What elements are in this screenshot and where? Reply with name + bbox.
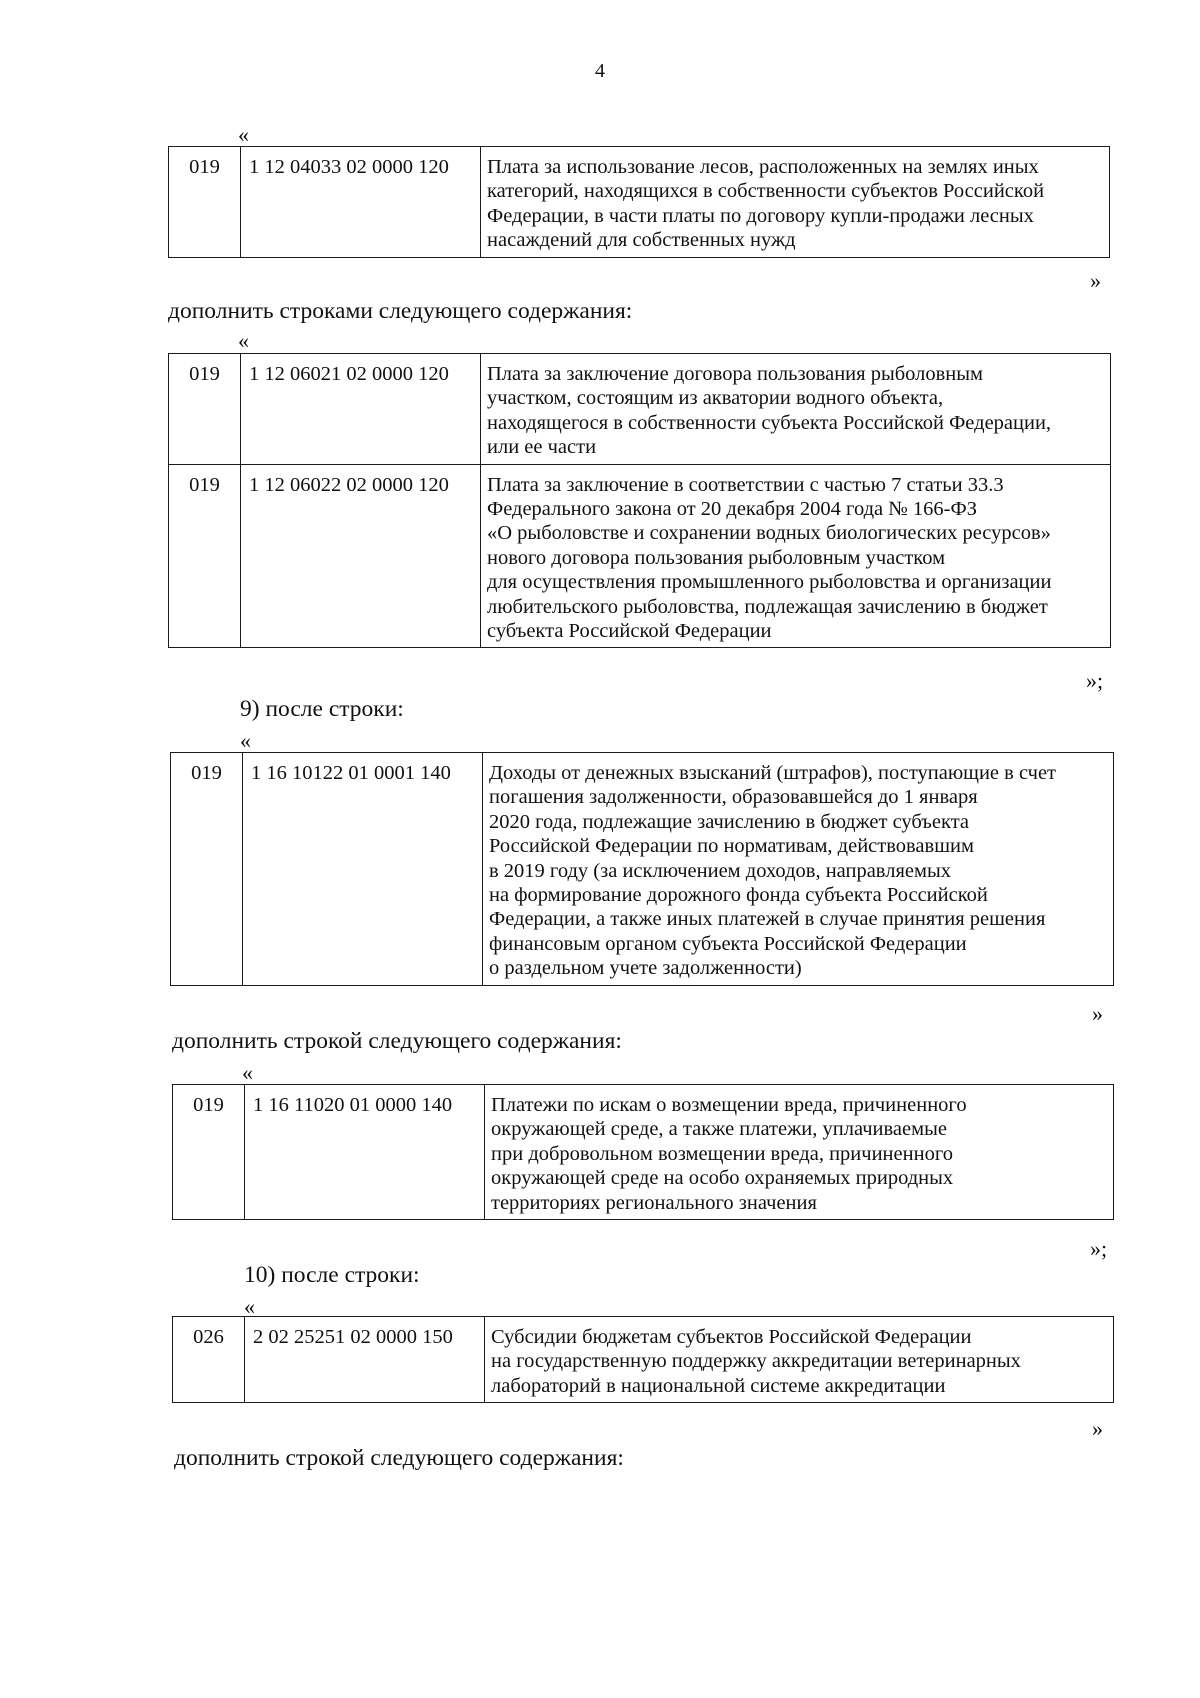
- description-line: Плата за заключение в соответствии с частью 7 статьи 33.3: [487, 473, 1004, 496]
- budget-code-cell: 2 02 25251 02 0000 150: [245, 1317, 485, 1403]
- description-line: при добровольном возмещении вреда, причиненного: [491, 1142, 953, 1165]
- description-line: Платежи по искам о возмещении вреда, причиненного: [491, 1094, 967, 1116]
- page-number: 4: [595, 60, 605, 82]
- description-line: Российской Федерации по нормативам, действовавшим: [489, 835, 974, 858]
- open-quote: «: [240, 728, 251, 753]
- description-line: на формирование дорожного фонда субъекта Российской: [489, 884, 988, 907]
- description-cell: [481, 147, 1110, 258]
- description-line: окружающей среде на особо охраняемых природных: [491, 1167, 954, 1190]
- description-line: на государственную поддержку аккредитации ветеринарных: [491, 1350, 1021, 1373]
- description-line: категорий, находящихся в собственности субъектов Российской: [487, 180, 1045, 203]
- table-row: [169, 147, 1110, 258]
- code-table: [168, 353, 1111, 648]
- description-line: Федерации, а также иных платежей в случае принятия решения: [489, 908, 1046, 931]
- description-line: для осуществления промышленного рыболовства и организации: [487, 571, 1052, 594]
- admin-code-cell: 026: [173, 1317, 245, 1403]
- description-line: Плата за использование лесов, расположенных на землях иных: [487, 156, 1039, 178]
- open-quote: «: [244, 1294, 255, 1319]
- description-cell: [481, 354, 1111, 465]
- budget-code-cell: 1 16 10122 01 0001 140: [243, 753, 483, 986]
- description-line: 2020 года, подлежащие зачислению в бюджет субъекта: [489, 810, 969, 833]
- description-line: Субсидии бюджетам субъектов Российской Федерации: [491, 1326, 972, 1348]
- description-line: участком, состоящим из акватории водного объекта,: [487, 387, 944, 410]
- budget-code-cell: 1 12 06022 02 0000 120: [241, 464, 481, 648]
- description-cell: [485, 1085, 1114, 1220]
- description-line: финансовым органом субъекта Российской Федерации: [489, 932, 967, 955]
- description-line: территориях регионального значения: [491, 1191, 817, 1214]
- close-quote: »: [1092, 1416, 1103, 1441]
- description-line: насаждений для собственных нужд: [487, 229, 796, 252]
- close-quote-semicolon: »;: [1086, 668, 1104, 693]
- code-table: [168, 146, 1110, 258]
- admin-code-cell: 019: [169, 147, 241, 258]
- description-cell: [481, 464, 1111, 648]
- paragraph-item-9: 9) после строки:: [240, 696, 404, 722]
- description-line: окружающей среде, а также платежи, уплачиваемые: [491, 1118, 947, 1141]
- paragraph-add-row: дополнить строкой следующего содержания:: [174, 1445, 624, 1471]
- paragraph-item-10: 10) после строки:: [244, 1262, 420, 1288]
- table-row: [171, 753, 1114, 986]
- description-line: находящегося в собственности субъекта Российской Федерации,: [487, 411, 1052, 434]
- description-line: субъекта Российской Федерации: [487, 620, 772, 643]
- code-table: [172, 1084, 1114, 1220]
- table-row: [169, 354, 1111, 465]
- paragraph-add-rows: дополнить строками следующего содержания:: [168, 298, 633, 324]
- description-line: или ее части: [487, 436, 597, 459]
- description-line: Федерального закона от 20 декабря 2004 года № 166-ФЗ: [487, 498, 977, 521]
- description-line: Доходы от денежных взысканий (штрафов), поступающие в счет: [489, 762, 1057, 784]
- description-cell: [485, 1317, 1114, 1403]
- admin-code-cell: 019: [169, 354, 241, 465]
- description-cell: [483, 753, 1114, 986]
- description-line: в 2019 году (за исключением доходов, направляемых: [489, 859, 951, 882]
- paragraph-add-row: дополнить строкой следующего содержания:: [172, 1028, 622, 1054]
- budget-code-cell: 1 12 04033 02 0000 120: [241, 147, 481, 258]
- description-line: нового договора пользования рыболовным участком: [487, 546, 946, 569]
- close-quote: »: [1090, 268, 1101, 293]
- table-row: [173, 1085, 1114, 1220]
- table-row: [169, 464, 1111, 648]
- close-quote-semicolon: »;: [1090, 1236, 1108, 1261]
- admin-code-cell: 019: [173, 1085, 245, 1220]
- description-line: Федерации, в части платы по договору купли-продажи лесных: [487, 204, 1034, 227]
- budget-code-cell: 1 12 06021 02 0000 120: [241, 354, 481, 465]
- description-line: Плата за заключение договора пользования рыболовным: [487, 363, 984, 385]
- description-line: лабораторий в национальной системе аккредитации: [491, 1374, 946, 1397]
- description-line: погашения задолженности, образовавшейся до 1 января: [489, 786, 978, 809]
- budget-code-cell: 1 16 11020 01 0000 140: [245, 1085, 485, 1220]
- table-row: [173, 1317, 1114, 1403]
- open-quote: «: [238, 328, 249, 353]
- admin-code-cell: 019: [169, 464, 241, 648]
- description-line: «О рыболовстве и сохранении водных биологических ресурсов»: [487, 522, 1051, 545]
- admin-code-cell: 019: [171, 753, 243, 986]
- close-quote: »: [1092, 1001, 1103, 1026]
- description-line: о раздельном учете задолженности): [489, 957, 802, 980]
- description-line: любительского рыболовства, подлежащая зачислению в бюджет: [487, 595, 1048, 618]
- code-table: [172, 1316, 1114, 1403]
- open-quote: «: [242, 1060, 253, 1085]
- open-quote: «: [238, 122, 249, 147]
- code-table: [170, 752, 1114, 986]
